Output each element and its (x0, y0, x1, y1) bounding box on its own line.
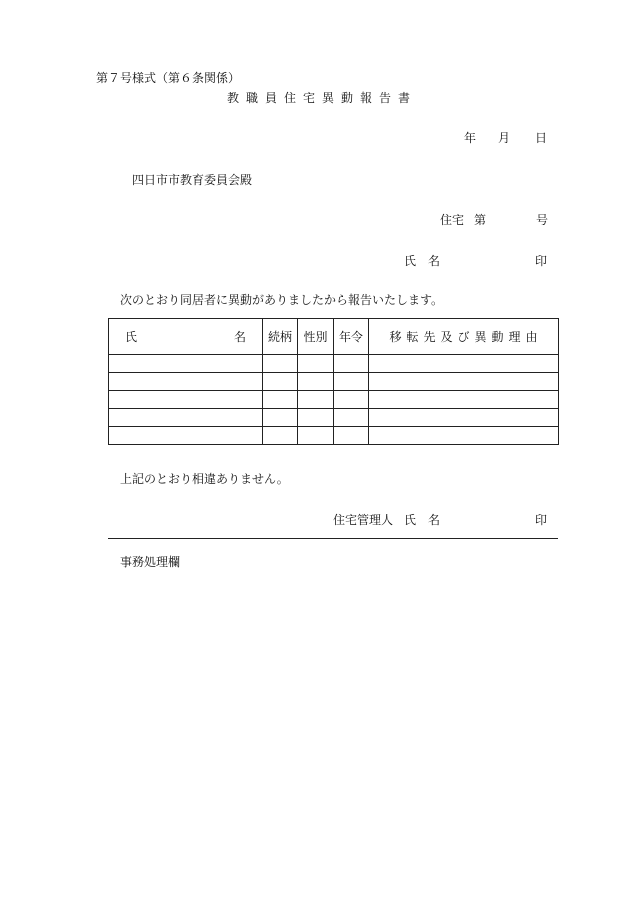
cell-age[interactable] (334, 391, 369, 409)
table-row (109, 409, 559, 427)
housing-number-label: 第 (474, 213, 487, 227)
housing-label: 住宅 (440, 213, 465, 227)
cell-reason[interactable] (369, 409, 559, 427)
date-year-label: 年 (464, 131, 477, 145)
cell-age[interactable] (334, 373, 369, 391)
cell-gender[interactable] (298, 373, 334, 391)
cell-age[interactable] (334, 409, 369, 427)
cell-relationship[interactable] (263, 427, 298, 445)
date-month-label: 月 (498, 131, 511, 145)
header-name-right: 名 (233, 330, 246, 344)
cell-reason[interactable] (369, 373, 559, 391)
manager-label: 住宅管理人 (333, 513, 394, 527)
cell-name[interactable] (109, 427, 263, 445)
housing-number-suffix: 号 (536, 213, 549, 227)
table-row (109, 373, 559, 391)
table-row (109, 355, 559, 373)
cell-name[interactable] (109, 355, 263, 373)
header-name-left: 氏 (125, 330, 138, 344)
cohabitant-change-table (108, 318, 559, 445)
confirmation-text: 上記のとおり相違ありません。 (120, 472, 289, 486)
cell-age[interactable] (334, 427, 369, 445)
header-gender: 性別 (298, 319, 334, 355)
cell-gender[interactable] (298, 355, 334, 373)
table-row (109, 427, 559, 445)
intro-text: 次のとおり同居者に異動がありましたから報告いたします。 (120, 293, 444, 307)
form-number: 第７号様式（第６条関係） (96, 71, 241, 85)
cell-gender[interactable] (298, 427, 334, 445)
header-age: 年令 (334, 319, 369, 355)
table-header-row (109, 319, 559, 355)
addressee: 四日市市教育委員会殿 (132, 173, 253, 187)
cell-age[interactable] (334, 355, 369, 373)
header-name (109, 319, 263, 355)
reporter-name-label: 氏名 (404, 254, 453, 268)
section-divider (108, 538, 558, 539)
cell-relationship[interactable] (263, 373, 298, 391)
header-reason: 移転先及び異動理由 (369, 319, 559, 355)
cell-relationship[interactable] (263, 409, 298, 427)
manager-name-label: 氏名 (404, 513, 453, 527)
document-title: 教職員住宅異動報告書 (226, 91, 417, 105)
header-relationship: 続柄 (263, 319, 298, 355)
office-use-label: 事務処理欄 (120, 555, 181, 569)
table-row (109, 391, 559, 409)
cell-name[interactable] (109, 391, 263, 409)
cell-gender[interactable] (298, 391, 334, 409)
cell-gender[interactable] (298, 409, 334, 427)
cell-reason[interactable] (369, 391, 559, 409)
date-day-label: 日 (535, 131, 548, 145)
reporter-seal-label: 印 (535, 254, 548, 268)
cell-reason[interactable] (369, 355, 559, 373)
cell-relationship[interactable] (263, 391, 298, 409)
cell-name[interactable] (109, 373, 263, 391)
manager-seal-label: 印 (535, 513, 548, 527)
cell-reason[interactable] (369, 427, 559, 445)
cell-relationship[interactable] (263, 355, 298, 373)
cell-name[interactable] (109, 409, 263, 427)
